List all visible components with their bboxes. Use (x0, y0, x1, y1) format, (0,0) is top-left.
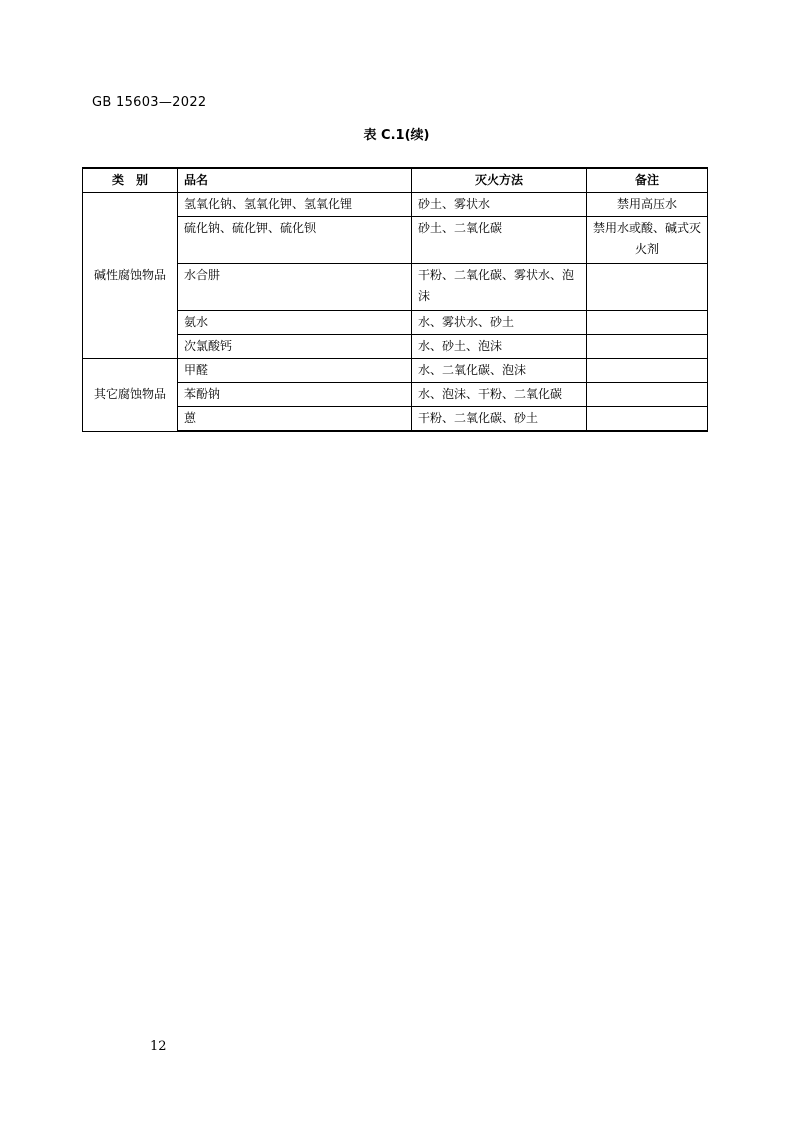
note-cell (587, 335, 708, 359)
table-header-row (83, 168, 708, 193)
product-name-cell: 氢氧化钠、氢氧化钾、氢氧化锂 (178, 193, 412, 217)
note-cell (587, 311, 708, 335)
note-cell (587, 383, 708, 407)
note-cell (587, 407, 708, 432)
method-cell: 水、雾状水、砂土 (412, 311, 587, 335)
method-cell: 砂土、二氧化碳 (412, 217, 587, 264)
column-header-method: 灭火方法 (412, 168, 587, 193)
note-cell: 禁用水或酸、碱式灭火剂 (587, 217, 708, 264)
page-number: 12 (150, 1039, 167, 1054)
product-name-cell: 蒽 (178, 407, 412, 432)
method-cell: 水、二氧化碳、泡沫 (412, 359, 587, 383)
method-cell: 砂土、雾状水 (412, 193, 587, 217)
product-name-cell: 水合肼 (178, 264, 412, 311)
column-header-note: 备注 (587, 168, 708, 193)
standard-code: GB 15603—2022 (92, 95, 207, 110)
note-cell (587, 264, 708, 311)
product-name-cell: 甲醛 (178, 359, 412, 383)
method-cell: 干粉、二氧化碳、雾状水、泡沫 (412, 264, 587, 311)
product-name-cell: 次氯酸钙 (178, 335, 412, 359)
table-row (83, 359, 708, 383)
method-cell: 干粉、二氧化碳、砂土 (412, 407, 587, 432)
column-header-category: 类 别 (83, 168, 178, 193)
table-row (83, 193, 708, 217)
category-cell: 其它腐蚀物品 (83, 359, 178, 432)
note-cell: 禁用高压水 (587, 193, 708, 217)
column-header-name: 品名 (178, 168, 412, 193)
fire-extinguishing-table (82, 167, 708, 432)
product-name-cell: 氨水 (178, 311, 412, 335)
table-title: 表 C.1(续) (363, 128, 430, 143)
product-name-cell: 苯酚钠 (178, 383, 412, 407)
note-cell (587, 359, 708, 383)
method-cell: 水、泡沫、干粉、二氧化碳 (412, 383, 587, 407)
category-cell: 碱性腐蚀物品 (83, 193, 178, 359)
product-name-cell: 硫化钠、硫化钾、硫化钡 (178, 217, 412, 264)
method-cell: 水、砂土、泡沫 (412, 335, 587, 359)
